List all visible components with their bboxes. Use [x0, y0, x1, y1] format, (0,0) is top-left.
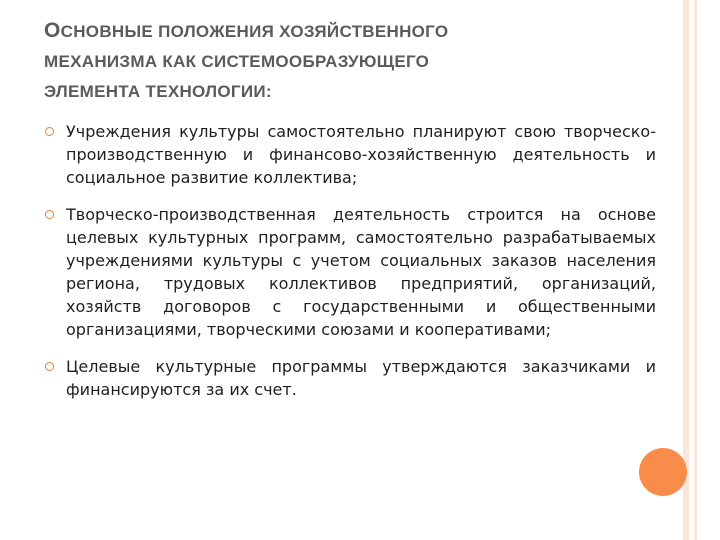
title-line-1-text: СНОВНЫЕ ПОЛОЖЕНИЯ ХОЗЯЙСТВЕННОГО — [60, 22, 449, 41]
bullet-circle-icon — [45, 362, 54, 371]
bullet-text: Учреждения культуры самостоятельно планируют свою творческо-производственную и финансово-хозяйственную деятельность и социальное развитие коллектива; — [66, 122, 656, 187]
bullet-item — [44, 203, 656, 341]
decorative-circle — [639, 448, 687, 496]
bullet-list — [44, 120, 656, 415]
bullet-item — [44, 120, 656, 189]
slide-title — [44, 16, 644, 107]
title-first-letter: О — [44, 19, 61, 42]
bullet-text: Целевые культурные программы утверждаются заказчиками и финансируются за их счет. — [66, 357, 656, 399]
bullet-item — [44, 355, 656, 401]
decorative-strip — [683, 0, 689, 540]
bullet-text: Творческо-производственная деятельность строится на основе целевых культурных программ, самостоятельно разрабатываемых учреждениями культуры с учетом социальных заказов населения региона, трудовых коллективов предприятий, организаций, хозяйств договоров с государственными и общественными организациями, творческими союзами и кооперативами; — [66, 205, 656, 339]
bullet-circle-icon — [45, 210, 54, 219]
title-line-2: МЕХАНИЗМА КАК СИСТЕМООБРАЗУЮЩЕГО — [44, 52, 430, 71]
bullet-circle-icon — [45, 127, 54, 136]
title-line-1 — [44, 16, 644, 47]
title-line-3: ЭЛЕМЕНТА ТЕХНОЛОГИИ: — [44, 82, 272, 101]
decorative-strip-thin — [694, 0, 697, 540]
